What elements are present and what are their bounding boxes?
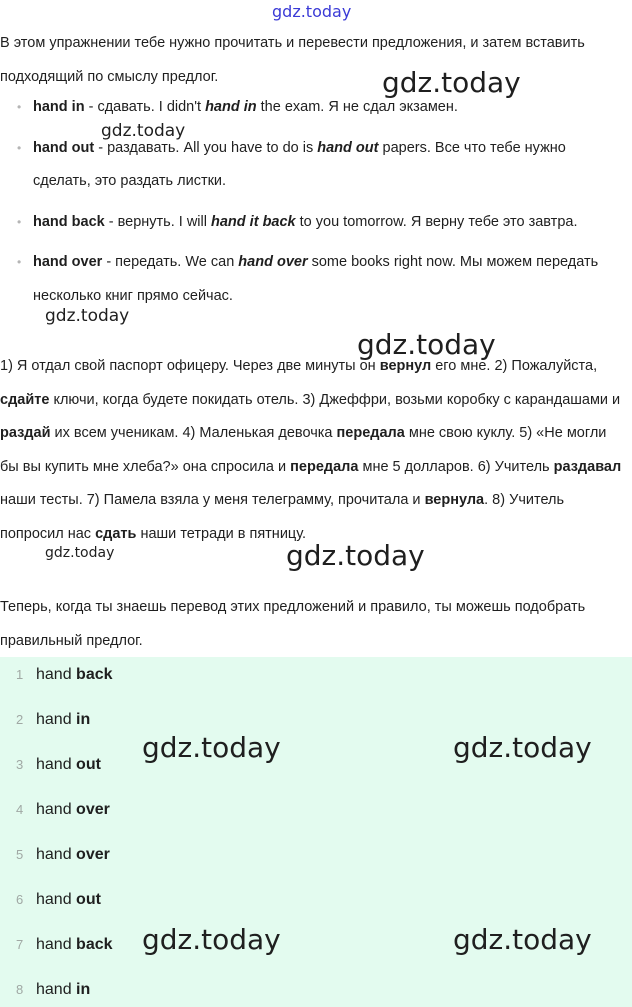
highlighted-verb: вернул — [379, 358, 432, 374]
term: hand over — [33, 254, 103, 270]
example-rest: some books right now. Мы можем передать несколько книг прямо сейчас. — [33, 254, 599, 304]
answer-preposition: over — [76, 846, 110, 863]
watermark: gdz.today — [142, 731, 281, 764]
example-rest: to you tomorrow. Я верну тебе это завтра. — [295, 213, 578, 230]
list-item — [0, 246, 624, 313]
highlighted-verb: сдайте — [0, 391, 50, 408]
watermark: gdz.today — [382, 66, 521, 99]
term: hand in — [33, 99, 85, 115]
highlighted-verb: раздай — [0, 425, 51, 441]
highlighted-verb: сдать — [95, 525, 137, 542]
answer-preposition: in — [76, 711, 91, 728]
watermark: gdz.today — [286, 539, 425, 572]
intro-paragraph: В этом упражнении тебе нужно прочитать и перевести предложения, и затем вставить подходящий по смыслу предлог. — [0, 35, 585, 85]
answer-verb: hand — [36, 846, 77, 863]
bullet-icon: • — [17, 255, 22, 269]
sentence-text: мне свою куклу. 5) «Не могли бы вы купить мне хлеба?» она спросила и — [0, 425, 607, 475]
answer-verb: hand — [36, 891, 77, 908]
answer-number: 4 — [16, 802, 24, 817]
highlighted-verb: передала — [290, 458, 359, 475]
answer-verb: hand — [36, 711, 77, 728]
sentence-text: . 8) Учитель попросил нас — [0, 492, 565, 542]
sentence-text: его мне. 2) Пожалуйста, — [431, 358, 598, 374]
example-phrase: hand in — [205, 99, 257, 115]
answer-preposition: in — [76, 981, 91, 998]
highlighted-verb: вернула — [424, 492, 485, 508]
term-meaning: - сдавать. I didn't — [84, 99, 206, 115]
term: hand out — [33, 139, 95, 156]
example-rest: the exam. Я не сдал экзамен. — [256, 99, 458, 115]
watermark: gdz.today — [45, 306, 130, 326]
watermark: gdz.today — [357, 328, 496, 361]
answer-number: 3 — [16, 757, 24, 772]
term-meaning: - вернуть. I will — [104, 213, 212, 230]
example-phrase: hand out — [317, 139, 379, 156]
answer-preposition: back — [76, 936, 113, 953]
answer-preposition: out — [76, 756, 101, 773]
answer-number: 7 — [16, 937, 24, 952]
answer-number: 1 — [16, 667, 24, 682]
answer-verb: hand — [36, 756, 77, 773]
answer-number: 2 — [16, 712, 24, 727]
example-phrase: hand it back — [211, 213, 296, 230]
example-phrase: hand over — [238, 254, 308, 270]
answer-number: 8 — [16, 982, 24, 997]
watermark: gdz.today — [453, 731, 592, 764]
list-item — [0, 206, 624, 240]
answer-verb: hand — [36, 801, 77, 818]
phrasal-verb-list — [0, 91, 624, 320]
highlighted-verb: передала — [336, 425, 405, 441]
sentence-text: наши тесты. 7) Памела взяла у меня телеграмму, прочитала и — [0, 492, 425, 508]
sentence-text: мне 5 долларов. 6) Учитель — [358, 458, 554, 475]
answer-preposition: out — [76, 891, 101, 908]
sentence-text: их всем ученикам. 4) Маленькая девочка — [50, 425, 337, 441]
watermark: gdz.today — [101, 121, 186, 141]
bullet-icon: • — [17, 100, 22, 114]
sentence-text: ключи, когда будете покидать отель. 3) Джеффри, возьми коробку с карандашами и — [49, 391, 621, 408]
sentences-paragraph — [0, 350, 624, 551]
outro-paragraph: Теперь, когда ты знаешь перевод этих предложений и правило, ты можешь подобрать правильный предлог. — [0, 599, 586, 649]
term: hand back — [33, 213, 105, 230]
answer-preposition: over — [76, 801, 110, 818]
answer-verb: hand — [36, 936, 77, 953]
answer-verb: hand — [36, 981, 77, 998]
sentence-text: наши тетради в пятницу. — [136, 525, 307, 542]
example-rest: papers. Все что тебе нужно сделать, это раздать листки. — [33, 139, 566, 189]
answer-number: 6 — [16, 892, 24, 907]
bullet-icon: • — [17, 214, 22, 229]
bullet-icon: • — [17, 140, 22, 155]
answer-number: 5 — [16, 847, 24, 862]
sentence-text: 1) Я отдал свой паспорт офицеру. Через две минуты он — [0, 358, 380, 374]
header-watermark: gdz.today — [272, 2, 352, 21]
answer-verb: hand — [36, 666, 77, 683]
list-item — [0, 132, 624, 199]
watermark: gdz.today — [453, 923, 592, 956]
answer-preposition: back — [76, 666, 113, 683]
list-item — [0, 91, 624, 125]
term-meaning: - раздавать. All you have to do is — [94, 139, 318, 156]
highlighted-verb: раздавал — [553, 458, 622, 475]
term-meaning: - передать. We can — [102, 254, 239, 270]
watermark: gdz.today — [142, 923, 281, 956]
watermark: gdz.today — [45, 545, 115, 561]
